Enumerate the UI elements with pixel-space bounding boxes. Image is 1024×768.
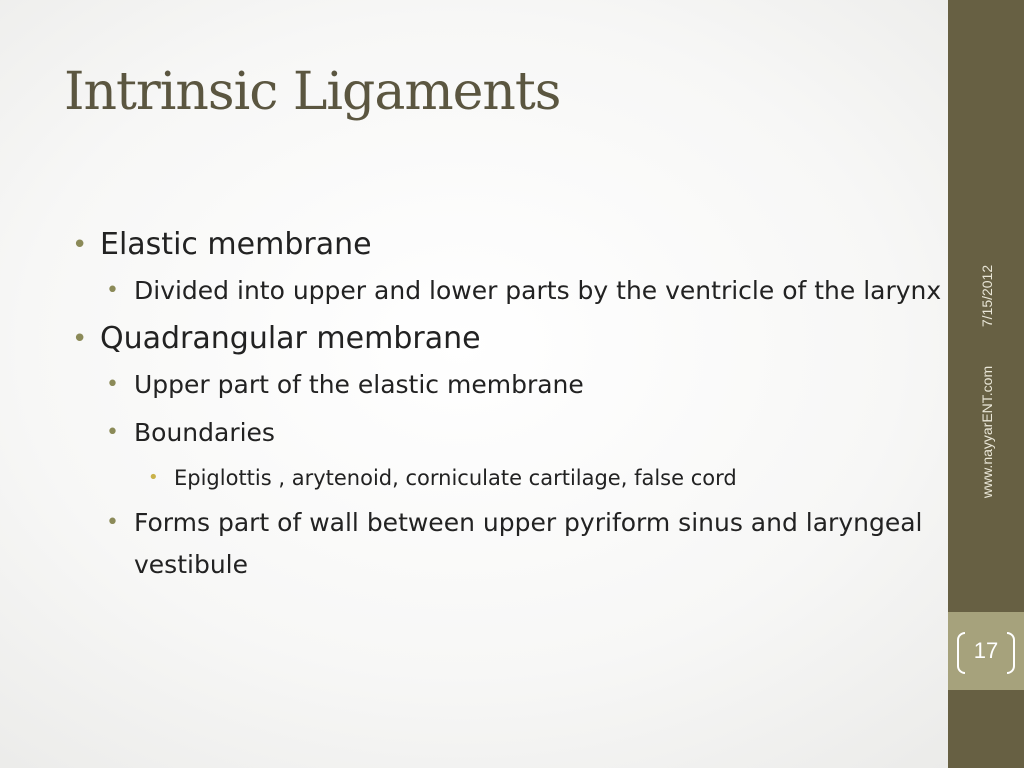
bullet-item bbox=[106, 270, 942, 312]
slide-date: 7/15/2012 bbox=[979, 264, 995, 328]
bullet-text: Forms part of wall between upper pyriform sinus and laryngeal vestibule bbox=[134, 508, 923, 579]
bullet-text: Epiglottis , arytenoid, corniculate cartilage, false cord bbox=[174, 466, 737, 490]
bullet-item bbox=[106, 364, 942, 406]
bullet-item bbox=[106, 502, 942, 586]
bullet-text: Quadrangular membrane bbox=[100, 321, 481, 356]
bullet-icon: • bbox=[106, 420, 119, 445]
bullet-icon: • bbox=[106, 510, 119, 535]
bullet-icon: • bbox=[106, 278, 119, 303]
bullet-icon: • bbox=[72, 324, 88, 354]
bullet-icon: • bbox=[148, 467, 159, 488]
bullet-item bbox=[106, 412, 942, 454]
slide-title: Intrinsic Ligaments bbox=[64, 62, 561, 122]
bullet-text: Divided into upper and lower parts by the ventricle of the larynx bbox=[134, 276, 942, 305]
bullet-text: Boundaries bbox=[134, 418, 275, 447]
bullet-item bbox=[72, 224, 942, 266]
bullet-item bbox=[72, 318, 942, 360]
bullet-text: Elastic membrane bbox=[100, 227, 372, 262]
page-number: 17 bbox=[973, 638, 999, 663]
bullet-icon: • bbox=[106, 372, 119, 397]
bullet-icon: • bbox=[72, 230, 88, 260]
page-number-box bbox=[948, 612, 1024, 690]
page-number-frame bbox=[957, 632, 1015, 672]
right-bracket-icon bbox=[1007, 632, 1015, 674]
website-footer: www.nayyarENT.com bbox=[979, 365, 995, 499]
bullet-text: Upper part of the elastic membrane bbox=[134, 370, 584, 399]
bullet-list bbox=[72, 224, 942, 592]
bullet-item bbox=[146, 460, 942, 496]
sidebar-footer bbox=[972, 252, 1002, 516]
